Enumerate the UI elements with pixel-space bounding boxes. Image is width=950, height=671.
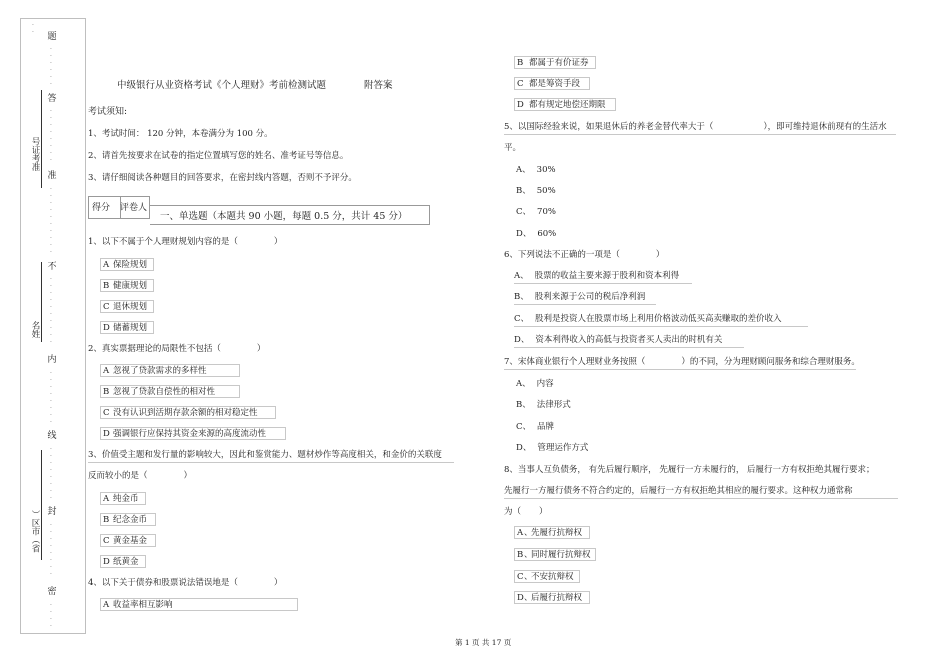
margin-dots: · · · · · · · · (50, 522, 52, 578)
district-label: ）区市（省 (30, 510, 40, 553)
question-stem: 5、以国际经验来说，如果退休后的养老金替代率大于（ ），即可维持退休前现有的生活水 (504, 123, 896, 135)
option-b[interactable]: B 、 同时履行抗辩权 (514, 548, 596, 561)
question-stem-cont: 为（ ） (504, 507, 548, 517)
section-title: 一、单选题（本题共 90 小题，每题 0.5 分，共计 45 分） (160, 211, 408, 222)
margin-char: 准 (47, 171, 57, 181)
option-d[interactable]: D 都有规定地偿还期限 (514, 98, 616, 111)
option-c[interactable]: C 退休规划 (100, 300, 154, 313)
exam-number-line (41, 90, 42, 188)
option-d[interactable]: D、 管理运作方式 (516, 443, 589, 453)
question-stem-cont: 平。 (504, 143, 522, 153)
option-d[interactable]: D、 资本利得收入的高低与投资者买人卖出的时机有关 (514, 336, 744, 348)
margin-dots: · · · · · · · · (50, 446, 52, 502)
question-stem-cont: 反而较小的是（ ） (88, 471, 193, 481)
score-box (88, 196, 150, 219)
notice-item: 2、请首先按要求在试卷的指定位置填写您的姓名、准考证号等信息。 (88, 151, 349, 161)
margin-dots: · · · · · · (50, 46, 52, 88)
option-a[interactable]: A 保险规划 (100, 258, 154, 271)
option-c[interactable]: C、 品牌 (516, 422, 555, 432)
margin-dots: · · · · (50, 602, 52, 630)
margin-dots: · · · · · · · · (50, 370, 52, 426)
margin-dots: · · · · · · · · · · (50, 276, 52, 346)
option-c[interactable]: C 黄金基金 (100, 534, 156, 547)
notice-item: 3、请仔细阅读各种题目的回答要求，在密封线内答题，否则不予评分。 (88, 173, 357, 183)
option-b[interactable]: B 忽视了贷款自偿性的相对性 (100, 385, 240, 398)
margin-dots: · · · · · · · · · · (50, 186, 52, 256)
option-c[interactable]: C、 股利是投资人在股票市场上利用价格波动低买高卖赚取的差价收入 (514, 315, 808, 327)
margin-dots: · · · · · · · · (50, 108, 52, 164)
question-stem: 7、宋体商业银行个人理财业务按照（ ）的不同，分为理财顾问服务和综合理财服务。 (504, 358, 856, 370)
option-b[interactable]: B 健康规划 (100, 279, 154, 292)
name-line (41, 262, 42, 342)
option-a[interactable]: A 忽视了贷款需求的多样性 (100, 364, 240, 377)
option-d[interactable]: D、 60% (516, 229, 557, 239)
question-stem: 4、以下关于债券和股票说法错误地是（ ） (88, 578, 283, 588)
option-a[interactable]: A 、 先履行抗辩权 (514, 526, 590, 539)
district-line (41, 450, 42, 560)
option-c[interactable]: C 都是筹资手段 (514, 77, 590, 90)
option-b[interactable]: B、 50% (516, 186, 556, 196)
question-stem: 1、以下不属于个人理财规划内容的是（ ） (88, 237, 283, 247)
reviewer-label: 评卷人 (120, 203, 148, 213)
option-d[interactable]: D 储蓄规划 (100, 321, 154, 334)
option-a[interactable]: A 纯金币 (100, 492, 146, 505)
margin-char: 题 (47, 32, 57, 42)
question-stem: 6、下列说法不正确的一项是（ ） (504, 250, 665, 260)
name-label: 名姓 (30, 321, 40, 338)
option-d[interactable]: D 强调银行应保持其资金来源的高度流动性 (100, 427, 286, 440)
option-c[interactable]: C 、 不安抗辩权 (514, 570, 580, 583)
notice-item: 1、考试时间： 120 分钟，本卷满分为 100 分。 (88, 129, 273, 139)
option-a[interactable]: A、 内容 (516, 379, 554, 389)
question-stem: 2、真实票据理论的局限性不包括（ ） (88, 344, 266, 354)
option-a[interactable]: A 收益率相互影响 (100, 598, 298, 611)
page-title: 中级银行从业资格考试《个人理财》考前检测试题 (117, 80, 327, 91)
question-stem-cont: 先履行一方履行债务不符合约定的，后履行一方有权拒绝其相应的履行要求。这种权力通常称 (504, 487, 898, 499)
option-d[interactable]: D 、 后履行抗辩权 (514, 591, 590, 604)
page-footer: 第 1 页 共 17 页 (455, 638, 512, 647)
option-a[interactable]: A、 30% (516, 165, 556, 175)
option-b[interactable]: B 都属于有价证券 (514, 56, 596, 69)
margin-char: 答 (47, 94, 57, 104)
margin-char: 封 (47, 507, 57, 517)
margin-char: 线 (47, 431, 57, 441)
score-label: 得分 (92, 203, 111, 213)
option-a[interactable]: A、 股票的收益主要来源于股利和资本利得 (514, 272, 692, 284)
option-b[interactable]: B、 股利来源于公司的税后净利润 (514, 293, 656, 305)
exam-number-label: 号证考准 (30, 137, 40, 171)
option-b[interactable]: B 纪念金币 (100, 513, 156, 526)
option-c[interactable]: C 没有认识到活期存款余额的相对稳定性 (100, 406, 276, 419)
question-stem: 3、价值受主题和发行量的影响较大，因此和鉴赏能力、题材炒作等高度相关，和金价的关联度 (88, 451, 454, 463)
page-title-suffix: 附答案 (364, 80, 393, 91)
option-d[interactable]: D 纸黄金 (100, 555, 146, 568)
margin-char: 不 (47, 262, 57, 272)
margin-char: 密 (47, 587, 57, 597)
question-stem: 8、当事人互负债务， 有先后履行顺序， 先履行一方未履行的， 后履行一方有权拒绝其履行要求； (504, 465, 875, 475)
margin-char: 内 (47, 355, 57, 365)
option-c[interactable]: C、 70% (516, 207, 556, 217)
notice-heading: 考试须知: (88, 107, 128, 117)
option-b[interactable]: B、 法律形式 (516, 400, 571, 410)
margin-dots: · · (32, 22, 34, 36)
